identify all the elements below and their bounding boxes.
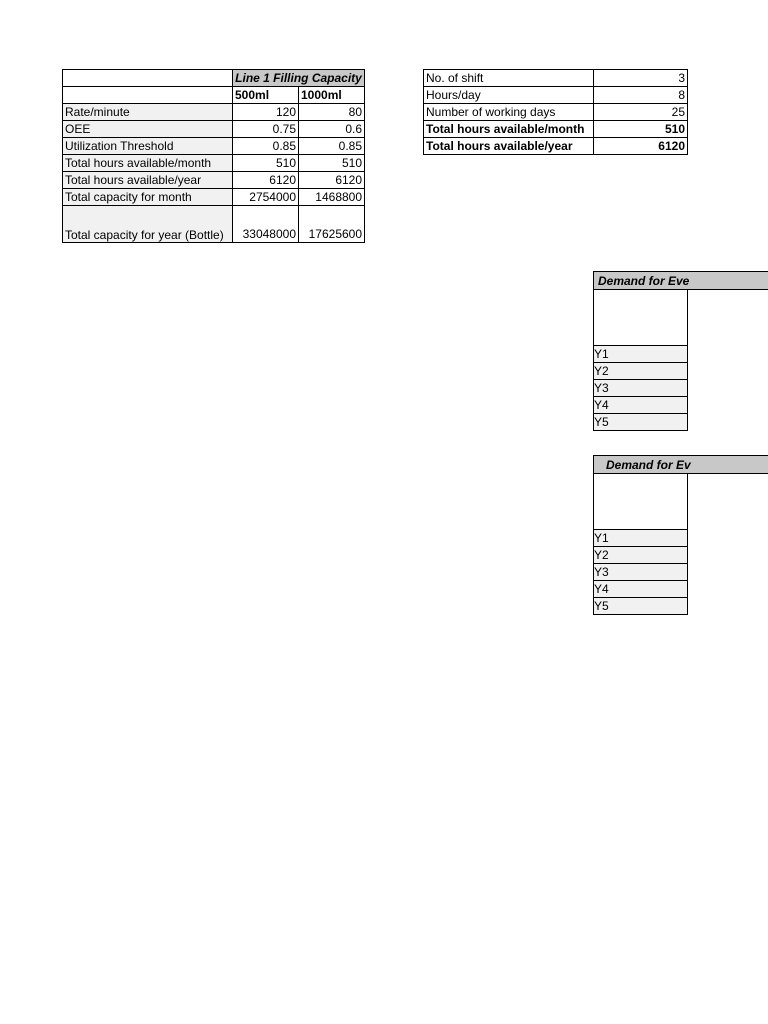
table-row bbox=[63, 104, 365, 121]
blank-cell[interactable] bbox=[63, 87, 233, 104]
value-500ml[interactable]: 33048000 bbox=[233, 206, 299, 243]
demand-block bbox=[593, 455, 768, 615]
demand-table bbox=[593, 290, 688, 431]
row-value[interactable]: 8 bbox=[594, 87, 688, 104]
capacity-header-row bbox=[63, 87, 365, 104]
row-value[interactable]: 6120 bbox=[594, 138, 688, 155]
row-label[interactable]: Hours/day bbox=[424, 87, 594, 104]
table-row bbox=[424, 87, 688, 104]
demand-block-title[interactable]: Demand for Eve bbox=[593, 271, 768, 290]
table-row bbox=[63, 206, 365, 243]
row-label[interactable]: Rate/minute bbox=[63, 104, 233, 121]
year-label[interactable]: Y1 bbox=[594, 529, 688, 546]
table-row bbox=[63, 138, 365, 155]
row-label[interactable]: Total hours available/year bbox=[424, 138, 594, 155]
year-label[interactable]: Y5 bbox=[594, 413, 688, 430]
row-label[interactable]: No. of shift bbox=[424, 70, 594, 87]
value-1000ml[interactable]: 1468800 bbox=[299, 189, 365, 206]
row-value[interactable]: 510 bbox=[594, 121, 688, 138]
row-value[interactable]: 25 bbox=[594, 104, 688, 121]
value-500ml[interactable]: 0.75 bbox=[233, 121, 299, 138]
col-header-1000ml[interactable]: 1000ml bbox=[299, 87, 365, 104]
year-label[interactable]: Y1 bbox=[594, 345, 688, 362]
capacity-title-row bbox=[63, 70, 365, 87]
table-row bbox=[424, 121, 688, 138]
table-row bbox=[594, 580, 688, 597]
value-1000ml[interactable]: 0.6 bbox=[299, 121, 365, 138]
capacity-table bbox=[62, 69, 365, 243]
table-row bbox=[594, 597, 688, 614]
value-500ml[interactable]: 510 bbox=[233, 155, 299, 172]
demand-block bbox=[593, 271, 768, 431]
table-row bbox=[63, 189, 365, 206]
year-label[interactable]: Y5 bbox=[594, 597, 688, 614]
capacity-table-title[interactable]: Line 1 Filling Capacity bbox=[233, 70, 365, 87]
row-label[interactable]: Total capacity for month bbox=[63, 189, 233, 206]
value-1000ml[interactable]: 510 bbox=[299, 155, 365, 172]
row-label[interactable]: Utilization Threshold bbox=[63, 138, 233, 155]
table-row bbox=[424, 104, 688, 121]
table-row bbox=[63, 155, 365, 172]
table-row bbox=[424, 70, 688, 87]
table-row bbox=[594, 413, 688, 430]
table-row bbox=[594, 362, 688, 379]
table-row bbox=[63, 121, 365, 138]
table-row bbox=[424, 138, 688, 155]
row-label[interactable]: Number of working days bbox=[424, 104, 594, 121]
value-500ml[interactable]: 120 bbox=[233, 104, 299, 121]
col-header-500ml[interactable]: 500ml bbox=[233, 87, 299, 104]
demand-table bbox=[593, 474, 688, 615]
blank-cell[interactable] bbox=[594, 290, 688, 345]
year-label[interactable]: Y4 bbox=[594, 580, 688, 597]
table-row bbox=[594, 529, 688, 546]
value-500ml[interactable]: 0.85 bbox=[233, 138, 299, 155]
row-value[interactable]: 3 bbox=[594, 70, 688, 87]
table-row bbox=[594, 396, 688, 413]
table-row bbox=[594, 563, 688, 580]
demand-blank-row bbox=[594, 290, 688, 345]
table-row bbox=[594, 546, 688, 563]
value-1000ml[interactable]: 0.85 bbox=[299, 138, 365, 155]
row-label[interactable]: OEE bbox=[63, 121, 233, 138]
year-label[interactable]: Y3 bbox=[594, 379, 688, 396]
year-label[interactable]: Y3 bbox=[594, 563, 688, 580]
demand-block-title[interactable]: Demand for Ev bbox=[593, 455, 768, 474]
row-label[interactable]: Total capacity for year (Bottle) bbox=[63, 206, 233, 243]
value-500ml[interactable]: 6120 bbox=[233, 172, 299, 189]
table-row bbox=[63, 172, 365, 189]
blank-cell[interactable] bbox=[594, 474, 688, 529]
demand-blank-row bbox=[594, 474, 688, 529]
row-label[interactable]: Total hours available/month bbox=[424, 121, 594, 138]
shift-table bbox=[423, 69, 688, 155]
year-label[interactable]: Y2 bbox=[594, 362, 688, 379]
row-label[interactable]: Total hours available/month bbox=[63, 155, 233, 172]
value-1000ml[interactable]: 80 bbox=[299, 104, 365, 121]
year-label[interactable]: Y2 bbox=[594, 546, 688, 563]
value-500ml[interactable]: 2754000 bbox=[233, 189, 299, 206]
value-1000ml[interactable]: 17625600 bbox=[299, 206, 365, 243]
table-row bbox=[594, 345, 688, 362]
row-label[interactable]: Total hours available/year bbox=[63, 172, 233, 189]
blank-cell[interactable] bbox=[63, 70, 233, 87]
table-row bbox=[594, 379, 688, 396]
value-1000ml[interactable]: 6120 bbox=[299, 172, 365, 189]
year-label[interactable]: Y4 bbox=[594, 396, 688, 413]
